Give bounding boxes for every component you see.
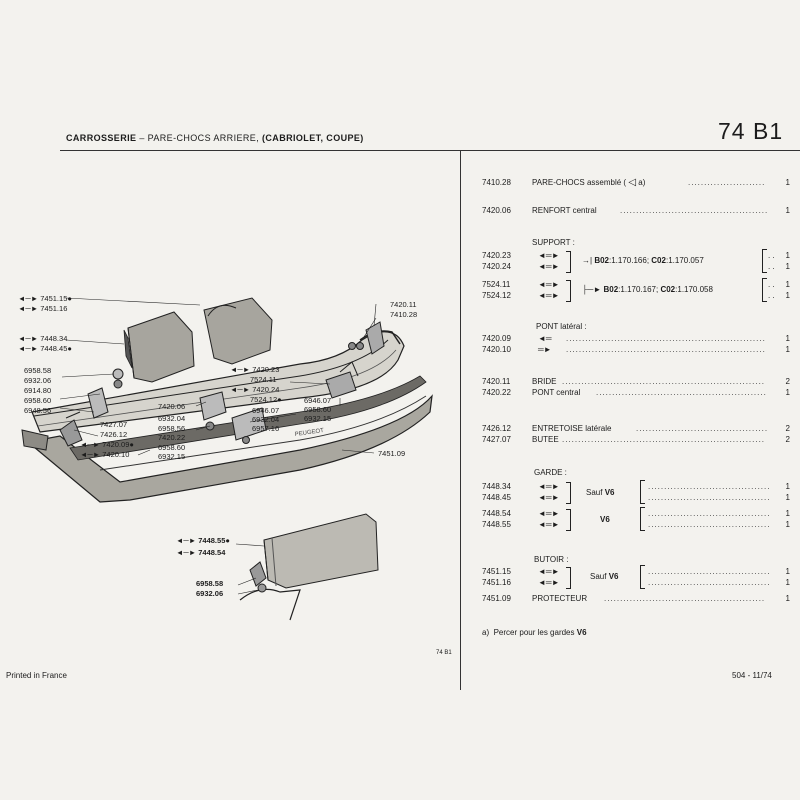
printed-in: Printed in France bbox=[6, 671, 67, 680]
part-code: 7524.12 bbox=[482, 291, 511, 300]
bracket bbox=[566, 251, 571, 273]
diagram-label: 6958.58 bbox=[196, 579, 224, 588]
part-qty: 1 bbox=[785, 206, 790, 215]
leader-dots: ...................................... bbox=[648, 509, 771, 518]
part-code: 7448.34 bbox=[482, 482, 511, 491]
diagram-label: ◄─► 7451.15● bbox=[18, 294, 72, 303]
diagram-label: 7426.12 bbox=[100, 430, 128, 439]
side-arrow-icon: ═► bbox=[538, 345, 552, 354]
leader-dots: . . bbox=[768, 251, 775, 260]
bracket bbox=[762, 278, 767, 302]
diagram-label: 6946.07 bbox=[304, 396, 332, 405]
part-qty: 1 bbox=[785, 520, 790, 529]
diagram-label: 6958.56 bbox=[158, 424, 186, 433]
part-code: 7448.54 bbox=[482, 509, 511, 518]
diagram-label: 7427.07 bbox=[100, 420, 128, 429]
leader-dots: .............................................. bbox=[620, 206, 769, 215]
diagram-label: ◄─► 7420.23 bbox=[230, 365, 280, 374]
diagram-label: ◄─► 7448.54 bbox=[176, 548, 226, 557]
part-description: PARE-CHOCS assemblé ( ◁ a) bbox=[532, 177, 646, 188]
part-description: BUTEE bbox=[532, 435, 559, 444]
variant-note: Sauf V6 bbox=[586, 488, 615, 497]
part-description: RENFORT central bbox=[532, 206, 597, 215]
part-code: 7420.09 bbox=[482, 334, 511, 343]
diagram-label: 6932.06 bbox=[196, 589, 224, 598]
side-arrow-icon: ◄═► bbox=[538, 291, 560, 300]
diagram-label: ◄─► 7448.34 bbox=[18, 334, 68, 343]
leader-dots: ...................................... bbox=[648, 493, 771, 502]
diagram-label: 6948.56 bbox=[24, 406, 52, 415]
edition-code: 504 - 11/74 bbox=[732, 671, 772, 680]
side-arrow-icon: ◄═► bbox=[538, 262, 560, 271]
bracket bbox=[640, 565, 645, 589]
diagram-label: ◄─► 7420.10 bbox=[80, 450, 130, 459]
part-qty: 1 bbox=[785, 493, 790, 502]
leader-dots: ............................................................... bbox=[562, 377, 766, 386]
leader-dots: . . bbox=[768, 280, 775, 289]
diagram-label: 6932.04 bbox=[252, 415, 280, 424]
diagram-label: ◄─► 7451.16 bbox=[18, 304, 68, 313]
svg-text:PEUGEOT: PEUGEOT bbox=[294, 427, 325, 438]
part-code: 7448.45 bbox=[482, 493, 511, 502]
side-arrow-icon: ◄═► bbox=[538, 493, 560, 502]
part-description: BRIDE bbox=[532, 377, 557, 386]
guard-left bbox=[128, 312, 194, 382]
bracket bbox=[566, 280, 571, 302]
leader-dots: ........................ bbox=[688, 178, 766, 187]
diagram-label: 6932.15 bbox=[304, 414, 332, 423]
footnote: a) Percer pour les gardes V6 bbox=[482, 628, 587, 637]
part-qty: 1 bbox=[785, 262, 790, 271]
part-code: 7420.06 bbox=[482, 206, 511, 215]
side-arrow-icon: ◄═► bbox=[538, 520, 560, 529]
bracket bbox=[566, 567, 571, 589]
diagram-label: 6958.60 bbox=[158, 443, 186, 452]
diagram-label: 7410.28 bbox=[390, 310, 418, 319]
part-qty: 1 bbox=[785, 178, 790, 187]
diagram-label: 6957.16 bbox=[252, 424, 280, 433]
diagram-label: 6932.06 bbox=[24, 376, 52, 385]
variant-note: Sauf V6 bbox=[590, 572, 619, 581]
part-qty: 1 bbox=[785, 334, 790, 343]
diagram-label: 6932.15 bbox=[158, 452, 186, 461]
figure-code: 74 B1 bbox=[436, 650, 452, 656]
reference-line: ├─► B02:1.170.167; C02:1.170.058 bbox=[582, 285, 713, 294]
part-qty: 1 bbox=[785, 291, 790, 300]
part-code: 7451.16 bbox=[482, 578, 511, 587]
leader-dots: .............................................................. bbox=[566, 345, 766, 354]
leader-dots: . . bbox=[768, 291, 775, 300]
part-code: 7426.12 bbox=[482, 424, 511, 433]
part-code: 7451.09 bbox=[482, 594, 511, 603]
part-qty: 1 bbox=[785, 594, 790, 603]
side-arrow-icon: ◄═► bbox=[538, 567, 560, 576]
leader-dots: ...................................... bbox=[648, 482, 771, 491]
page-code: 74 B1 bbox=[718, 118, 784, 144]
part-description: PROTECTEUR bbox=[532, 594, 588, 603]
part-qty: 2 bbox=[785, 435, 790, 444]
part-code: 7420.22 bbox=[482, 388, 511, 397]
diagram-label: 7420.06 bbox=[158, 402, 186, 411]
part-qty: 1 bbox=[785, 482, 790, 491]
bumper-exploded-diagram bbox=[0, 150, 460, 710]
part-code: 7420.11 bbox=[482, 377, 511, 386]
column-divider bbox=[460, 150, 461, 690]
part-code: 7420.10 bbox=[482, 345, 511, 354]
bracket bbox=[566, 482, 571, 504]
bracket bbox=[566, 509, 571, 531]
bracket bbox=[640, 507, 645, 531]
diagram-label: 6914.80 bbox=[24, 386, 52, 395]
reference-line: →| B02:1.170.166; C02:1.170.057 bbox=[582, 256, 704, 265]
leader-dots: ......................................... bbox=[636, 424, 769, 433]
part-qty: 1 bbox=[785, 509, 790, 518]
diagram-label: ◄─► 7448.45● bbox=[18, 344, 72, 353]
leader-dots: ...................................... bbox=[648, 578, 771, 587]
part-code: 7420.24 bbox=[482, 262, 511, 271]
bracket bbox=[762, 249, 767, 273]
leader-dots: .............................................................. bbox=[566, 334, 766, 343]
part-qty: 2 bbox=[785, 377, 790, 386]
part-description: PONT central bbox=[532, 388, 581, 397]
diagram-label: ◄─► 7448.55● bbox=[176, 536, 230, 545]
leader-dots: .................................................. bbox=[604, 594, 766, 603]
diagram-label: 6932.04 bbox=[158, 414, 186, 423]
part-description: ENTRETOISE latérale bbox=[532, 424, 612, 433]
diagram-label: 7420.11 bbox=[390, 300, 417, 309]
part-code: 7427.07 bbox=[482, 435, 511, 444]
diagram-label: 6946.07 bbox=[252, 406, 280, 415]
part-code: 7410.28 bbox=[482, 178, 511, 187]
header-title: PARE-CHOCS ARRIERE, bbox=[147, 133, 260, 143]
leader-dots: ...................................... bbox=[648, 567, 771, 576]
header-variant: (CABRIOLET, COUPE) bbox=[262, 133, 364, 143]
side-arrow-icon: ◄═► bbox=[538, 280, 560, 289]
side-arrow-icon: ◄═► bbox=[538, 578, 560, 587]
leader-dots: ...................................... bbox=[648, 520, 771, 529]
side-arrow-icon: ◄═► bbox=[538, 509, 560, 518]
diagram-label: 7420.22 bbox=[158, 433, 186, 442]
header-dash: – bbox=[139, 133, 145, 143]
part-qty: 1 bbox=[785, 345, 790, 354]
bracket bbox=[640, 480, 645, 504]
part-code: 7451.15 bbox=[482, 567, 511, 576]
part-code: 7420.23 bbox=[482, 251, 511, 260]
diagram-label: 7524.12● bbox=[250, 395, 282, 404]
diagram-label: 7524.11 bbox=[250, 375, 277, 384]
group-label: BUTOIR : bbox=[534, 555, 569, 564]
part-qty: 1 bbox=[785, 251, 790, 260]
leader-dots: ............................................................... bbox=[562, 435, 766, 444]
side-arrow-icon: ◄═► bbox=[538, 482, 560, 491]
part-qty: 1 bbox=[785, 567, 790, 576]
section-name: CARROSSERIE bbox=[66, 133, 137, 143]
diagram-label: 7451.09 bbox=[378, 449, 406, 458]
part-code: 7524.11 bbox=[482, 280, 511, 289]
side-arrow-icon: ◄═► bbox=[538, 251, 560, 260]
side-arrow-icon: ◄═ bbox=[538, 334, 552, 343]
part-code: 7448.55 bbox=[482, 520, 511, 529]
part-qty: 2 bbox=[785, 424, 790, 433]
leader-dots: . . bbox=[768, 262, 775, 271]
leader-dots: ..................................................... bbox=[596, 388, 767, 397]
variant-note: V6 bbox=[600, 515, 610, 524]
guard-right bbox=[204, 298, 272, 364]
group-label: GARDE : bbox=[534, 468, 567, 477]
group-label: PONT latéral : bbox=[536, 322, 587, 331]
part-qty: 1 bbox=[785, 388, 790, 397]
page-header-title bbox=[66, 133, 364, 143]
part-qty: 1 bbox=[785, 578, 790, 587]
diagram-label: 6958.58 bbox=[24, 366, 52, 375]
diagram-label: ◄─► 7420.24 bbox=[230, 385, 280, 394]
diagram-label: 6958.60 bbox=[304, 405, 332, 414]
guard-detail bbox=[264, 514, 378, 588]
group-label: SUPPORT : bbox=[532, 238, 575, 247]
diagram-label: ◄─► 7420.09● bbox=[80, 440, 134, 449]
diagram-label: 6958.60 bbox=[24, 396, 52, 405]
part-qty: 1 bbox=[785, 280, 790, 289]
